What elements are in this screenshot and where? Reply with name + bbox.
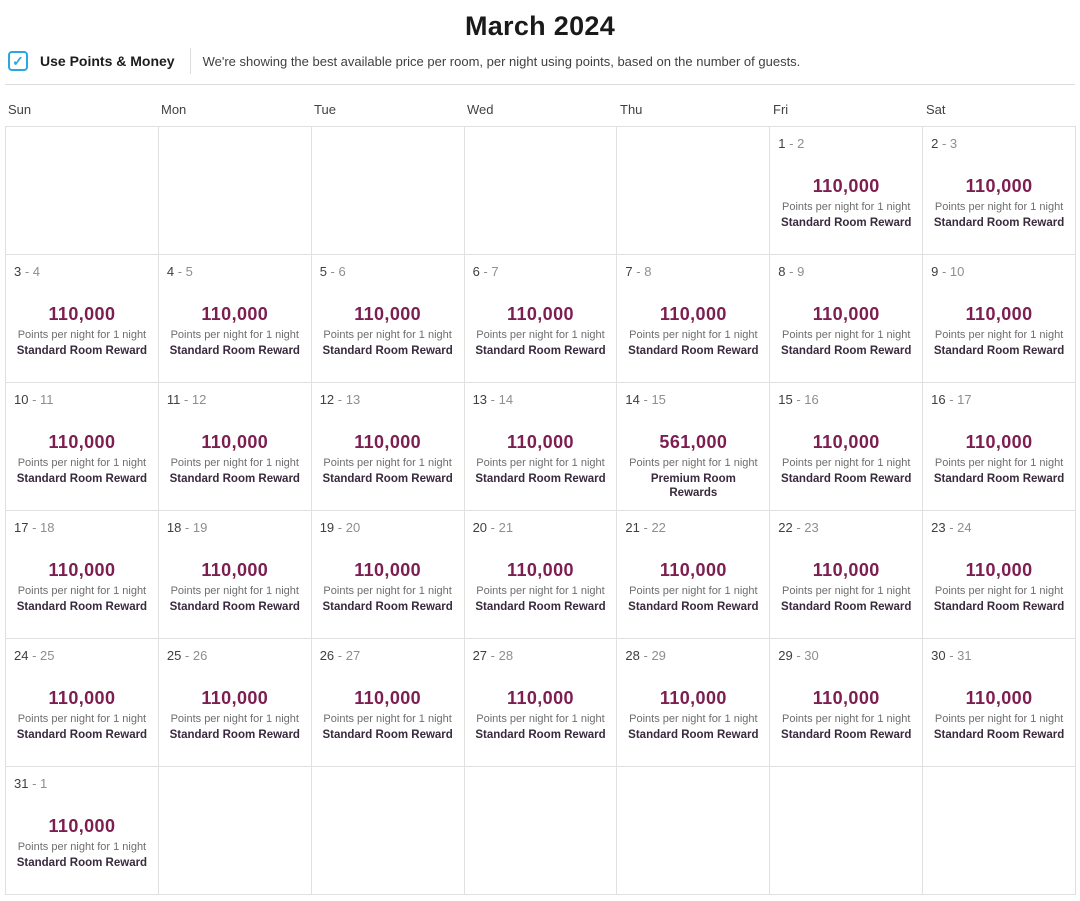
points-caption: Points per night for 1 night [934, 329, 1064, 341]
points-caption: Points per night for 1 night [17, 329, 147, 341]
cell-date [473, 264, 609, 279]
day-header-fri: Fri [773, 102, 789, 117]
date-start: 4 [166, 264, 175, 279]
room-type-label: Standard Room Reward [475, 345, 606, 357]
date-end: - 7 [479, 264, 499, 279]
room-type-label: Standard Room Reward [781, 601, 912, 613]
room-type-label: Standard Room Reward [169, 473, 300, 485]
date-end: - 15 [639, 392, 666, 407]
date-end: - 8 [632, 264, 652, 279]
room-type-label: Standard Room Reward [322, 729, 453, 741]
points-price: 110,000 [48, 688, 116, 708]
date-end: - 23 [792, 520, 819, 535]
date-end: - 9 [785, 264, 805, 279]
cell-offer [320, 304, 456, 358]
calendar-cell[interactable] [312, 511, 465, 639]
calendar-cell[interactable] [923, 255, 1076, 383]
date-start: 19 [319, 520, 335, 535]
day-header-mon: Mon [161, 102, 187, 117]
room-type-label: Standard Room Reward [933, 345, 1065, 357]
calendar-cell[interactable] [770, 511, 923, 639]
date-start: 8 [778, 264, 786, 279]
date-start: 17 [14, 520, 29, 535]
date-end: - 29 [639, 648, 666, 663]
cell-offer [625, 432, 761, 500]
date-start: 30 [931, 648, 946, 663]
calendar-cell [312, 127, 465, 255]
calendar-cell [923, 767, 1076, 895]
room-type-label: Standard Room Reward [781, 217, 912, 229]
room-type-label: Standard Room Reward [322, 601, 453, 613]
room-type-label: Standard Room Reward [628, 729, 759, 741]
points-price: 110,000 [659, 560, 727, 580]
date-start: 14 [625, 392, 640, 407]
cell-date [625, 520, 761, 535]
cell-date [625, 648, 761, 663]
cell-offer [473, 688, 609, 742]
cell-offer [778, 304, 914, 358]
points-caption: Points per night for 1 night [170, 585, 299, 597]
calendar-grid [5, 126, 1076, 895]
points-price: 110,000 [965, 304, 1033, 324]
calendar-cell[interactable] [6, 639, 159, 767]
points-price: 110,000 [48, 304, 116, 324]
cell-offer [931, 176, 1067, 230]
controls-divider [190, 48, 191, 74]
calendar-cell[interactable] [923, 383, 1076, 511]
points-price: 110,000 [48, 816, 116, 836]
date-end: - 4 [21, 264, 41, 279]
date-end: - 2 [785, 136, 805, 151]
date-start: 20 [472, 520, 488, 535]
date-end: - 3 [938, 136, 958, 151]
cell-offer [931, 560, 1067, 614]
date-end: - 19 [181, 520, 208, 535]
calendar-cell [159, 767, 312, 895]
points-price: 110,000 [354, 304, 422, 324]
cell-offer [167, 304, 303, 358]
cell-offer [778, 176, 914, 230]
room-type-label: Standard Room Reward [475, 729, 606, 741]
date-start: 10 [14, 392, 29, 407]
points-caption: Points per night for 1 night [17, 713, 147, 725]
cell-date [320, 264, 456, 279]
date-start: 13 [472, 392, 488, 407]
calendar-cell[interactable] [6, 383, 159, 511]
calendar-cell[interactable] [312, 383, 465, 511]
room-type-label: Standard Room Reward [933, 473, 1065, 485]
date-end: - 22 [639, 520, 666, 535]
cell-offer [14, 560, 150, 614]
points-price: 110,000 [354, 688, 422, 708]
cell-date [14, 776, 150, 791]
date-start: 16 [931, 392, 946, 407]
date-end: - 5 [174, 264, 193, 279]
cell-date [167, 392, 303, 407]
date-end: - 21 [487, 520, 514, 535]
points-caption: Points per night for 1 night [170, 329, 299, 341]
points-caption: Points per night for 1 night [782, 329, 911, 341]
points-price: 110,000 [201, 560, 269, 580]
cell-date [167, 520, 303, 535]
calendar-cell [465, 127, 618, 255]
cell-offer [320, 432, 456, 486]
cell-date [931, 392, 1067, 407]
cell-offer [625, 304, 761, 358]
cell-offer [14, 816, 150, 870]
points-price: 110,000 [812, 432, 880, 452]
room-type-label: Standard Room Reward [933, 729, 1065, 741]
date-start: 28 [625, 648, 640, 663]
room-type-label: Standard Room Reward [169, 601, 300, 613]
room-type-label: Standard Room Reward [781, 345, 912, 357]
points-price: 110,000 [965, 688, 1033, 708]
calendar-cell[interactable] [923, 511, 1076, 639]
calendar-cell[interactable] [465, 511, 618, 639]
room-type-label: Standard Room Reward [16, 345, 148, 357]
room-type-label: Premium Room Rewards [650, 473, 736, 499]
date-start: 12 [319, 392, 335, 407]
points-price: 110,000 [965, 432, 1033, 452]
points-price: 110,000 [201, 432, 269, 452]
room-type-label: Standard Room Reward [628, 601, 759, 613]
cell-offer [473, 432, 609, 486]
cell-date [931, 136, 1067, 151]
date-start: 7 [625, 264, 633, 279]
points-price: 110,000 [507, 432, 574, 452]
room-type-label: Standard Room Reward [322, 473, 453, 485]
date-end: - 12 [180, 392, 207, 407]
cell-offer [625, 688, 761, 742]
points-price: 561,000 [659, 432, 728, 452]
room-type-label: Standard Room Reward [16, 729, 148, 741]
points-price: 110,000 [201, 688, 269, 708]
calendar-cell[interactable] [923, 639, 1076, 767]
cell-offer [473, 560, 609, 614]
points-caption: Points per night for 1 night [323, 713, 452, 725]
date-start: 22 [778, 520, 793, 535]
calendar-cell[interactable] [770, 255, 923, 383]
room-type-label: Standard Room Reward [16, 473, 148, 485]
date-end: - 17 [945, 392, 972, 407]
controls-row [8, 46, 1075, 76]
calendar-cell[interactable] [617, 383, 770, 511]
day-header-tue: Tue [314, 102, 336, 117]
points-caption: Points per night for 1 night [629, 329, 758, 341]
cell-offer [931, 304, 1067, 358]
cell-offer [167, 560, 303, 614]
points-caption: Points per night for 1 night [476, 329, 605, 341]
cell-offer [14, 688, 150, 742]
points-caption: Points per night for 1 night [476, 457, 605, 469]
date-end: - 18 [28, 520, 55, 535]
date-start: 31 [14, 776, 29, 791]
cell-offer [320, 560, 456, 614]
room-type-label: Standard Room Reward [781, 473, 912, 485]
points-caption: Points per night for 1 night [782, 457, 911, 469]
calendar-cell[interactable] [465, 383, 618, 511]
date-start: 18 [166, 520, 182, 535]
calendar-cell[interactable] [159, 639, 312, 767]
points-price: 110,000 [965, 176, 1033, 196]
cell-date [778, 648, 914, 663]
room-type-label: Standard Room Reward [475, 473, 606, 485]
points-caption: Points per night for 1 night [323, 585, 452, 597]
cell-offer [778, 560, 914, 614]
points-caption: Points per night for 1 night [629, 713, 758, 725]
points-caption: Points per night for 1 night [782, 201, 911, 213]
cell-offer [625, 560, 761, 614]
points-price: 110,000 [201, 304, 269, 324]
date-start: 11 [166, 392, 181, 407]
points-caption: Points per night for 1 night [629, 457, 758, 469]
points-price: 110,000 [659, 304, 727, 324]
calendar-cell[interactable] [6, 511, 159, 639]
cell-offer [931, 688, 1067, 742]
calendar-cell[interactable] [465, 639, 618, 767]
date-start: 24 [14, 648, 29, 663]
date-start: 5 [319, 264, 327, 279]
calendar-cell [6, 127, 159, 255]
room-type-label: Standard Room Reward [933, 217, 1065, 229]
cell-offer [473, 304, 609, 358]
date-end: - 27 [334, 648, 361, 663]
cell-offer [778, 688, 914, 742]
points-price: 110,000 [812, 688, 880, 708]
date-start: 15 [778, 392, 793, 407]
date-start: 2 [931, 136, 939, 151]
points-price: 110,000 [48, 560, 116, 580]
points-caption: Points per night for 1 night [17, 585, 147, 597]
day-header-thu: Thu [620, 102, 643, 117]
cell-date [167, 264, 303, 279]
date-end: - 24 [945, 520, 972, 535]
cell-date [931, 648, 1067, 663]
date-end: - 1 [28, 776, 48, 791]
calendar-cell [159, 127, 312, 255]
date-end: - 20 [334, 520, 361, 535]
calendar-cell[interactable] [159, 255, 312, 383]
points-caption: Points per night for 1 night [934, 201, 1064, 213]
date-start: 23 [931, 520, 946, 535]
cell-date [14, 648, 150, 663]
date-start: 3 [14, 264, 22, 279]
calendar-cell[interactable] [770, 383, 923, 511]
cell-date [320, 648, 456, 663]
calendar-cell [770, 767, 923, 895]
cell-date [931, 264, 1067, 279]
points-price: 110,000 [354, 432, 422, 452]
date-end: - 14 [487, 392, 514, 407]
date-end: - 6 [326, 264, 346, 279]
cell-offer [931, 432, 1067, 486]
calendar-cell[interactable] [770, 127, 923, 255]
calendar-cell [617, 127, 770, 255]
points-price: 110,000 [812, 176, 880, 196]
cell-date [320, 392, 456, 407]
day-header-sat: Sat [926, 102, 946, 117]
use-points-money-checkbox[interactable] [8, 51, 28, 71]
calendar-cell[interactable] [312, 255, 465, 383]
points-price: 110,000 [507, 560, 574, 580]
calendar-cell[interactable] [312, 639, 465, 767]
day-headers-row [5, 85, 1076, 126]
cell-date [778, 136, 914, 151]
page-title: March 2024 [464, 11, 616, 41]
points-caption: Points per night for 1 night [629, 585, 758, 597]
points-price: 110,000 [659, 688, 727, 708]
cell-date [14, 264, 150, 279]
cell-date [473, 392, 609, 407]
calendar-cell[interactable] [617, 511, 770, 639]
points-caption: Points per night for 1 night [934, 713, 1064, 725]
day-header-sun: Sun [8, 102, 32, 117]
points-caption: Points per night for 1 night [323, 457, 452, 469]
checkmark-icon: ✓ [12, 52, 24, 69]
points-caption: Points per night for 1 night [476, 713, 605, 725]
date-end: - 13 [334, 392, 361, 407]
calendar-cell[interactable] [159, 383, 312, 511]
points-price: 110,000 [507, 688, 574, 708]
points-price: 110,000 [812, 560, 880, 580]
points-price: 110,000 [48, 432, 116, 452]
calendar-cell[interactable] [465, 255, 618, 383]
date-start: 1 [778, 136, 786, 151]
points-price: 110,000 [354, 560, 422, 580]
calendar-cell[interactable] [6, 767, 159, 895]
cell-offer [778, 432, 914, 486]
date-start: 27 [472, 648, 488, 663]
calendar-cell [465, 767, 618, 895]
date-end: - 26 [181, 648, 208, 663]
date-end: - 16 [792, 392, 819, 407]
points-caption: Points per night for 1 night [934, 457, 1064, 469]
room-type-label: Standard Room Reward [628, 345, 759, 357]
use-points-money-label[interactable]: Use Points & Money [40, 53, 175, 69]
points-caption: Points per night for 1 night [323, 329, 452, 341]
date-end: - 25 [28, 648, 55, 663]
calendar-cell [312, 767, 465, 895]
cell-date [931, 520, 1067, 535]
cell-offer [167, 688, 303, 742]
cell-offer [320, 688, 456, 742]
cell-date [14, 392, 150, 407]
date-start: 21 [625, 520, 640, 535]
date-end: - 31 [945, 648, 972, 663]
room-type-label: Standard Room Reward [169, 729, 300, 741]
points-info-text: We're showing the best available price per room, per night using points, based on the number of guests. [202, 53, 801, 69]
date-end: - 11 [28, 392, 54, 407]
points-price: 110,000 [507, 304, 574, 324]
calendar-cell[interactable] [617, 639, 770, 767]
room-type-label: Standard Room Reward [322, 345, 453, 357]
room-type-label: Standard Room Reward [169, 345, 300, 357]
points-caption: Points per night for 1 night [934, 585, 1064, 597]
cell-date [778, 264, 914, 279]
calendar-cell[interactable] [6, 255, 159, 383]
date-end: - 28 [487, 648, 514, 663]
calendar-cell[interactable] [923, 127, 1076, 255]
points-caption: Points per night for 1 night [782, 713, 911, 725]
date-start: 25 [166, 648, 182, 663]
date-start: 9 [931, 264, 939, 279]
date-start: 6 [472, 264, 480, 279]
room-type-label: Standard Room Reward [16, 601, 148, 613]
points-caption: Points per night for 1 night [476, 585, 605, 597]
calendar-cell[interactable] [617, 255, 770, 383]
date-start: 29 [778, 648, 793, 663]
cell-date [625, 264, 761, 279]
points-price: 110,000 [812, 304, 880, 324]
cell-date [625, 392, 761, 407]
cell-date [14, 520, 150, 535]
points-caption: Points per night for 1 night [17, 457, 147, 469]
cell-date [473, 520, 609, 535]
room-type-label: Standard Room Reward [16, 857, 148, 869]
cell-date [778, 520, 914, 535]
points-caption: Points per night for 1 night [170, 713, 299, 725]
date-end: - 10 [938, 264, 965, 279]
points-caption: Points per night for 1 night [17, 841, 147, 853]
calendar-cell[interactable] [159, 511, 312, 639]
calendar-cell [617, 767, 770, 895]
cell-date [320, 520, 456, 535]
date-start: 26 [319, 648, 335, 663]
date-end: - 30 [792, 648, 819, 663]
points-price: 110,000 [965, 560, 1033, 580]
cell-date [167, 648, 303, 663]
cell-offer [14, 432, 150, 486]
points-caption: Points per night for 1 night [782, 585, 911, 597]
cell-offer [14, 304, 150, 358]
points-caption: Points per night for 1 night [170, 457, 299, 469]
cell-date [778, 392, 914, 407]
room-type-label: Standard Room Reward [781, 729, 912, 741]
day-header-wed: Wed [467, 102, 494, 117]
calendar-cell[interactable] [770, 639, 923, 767]
room-type-label: Standard Room Reward [475, 601, 606, 613]
cell-offer [167, 432, 303, 486]
room-type-label: Standard Room Reward [933, 601, 1065, 613]
cell-date [473, 648, 609, 663]
